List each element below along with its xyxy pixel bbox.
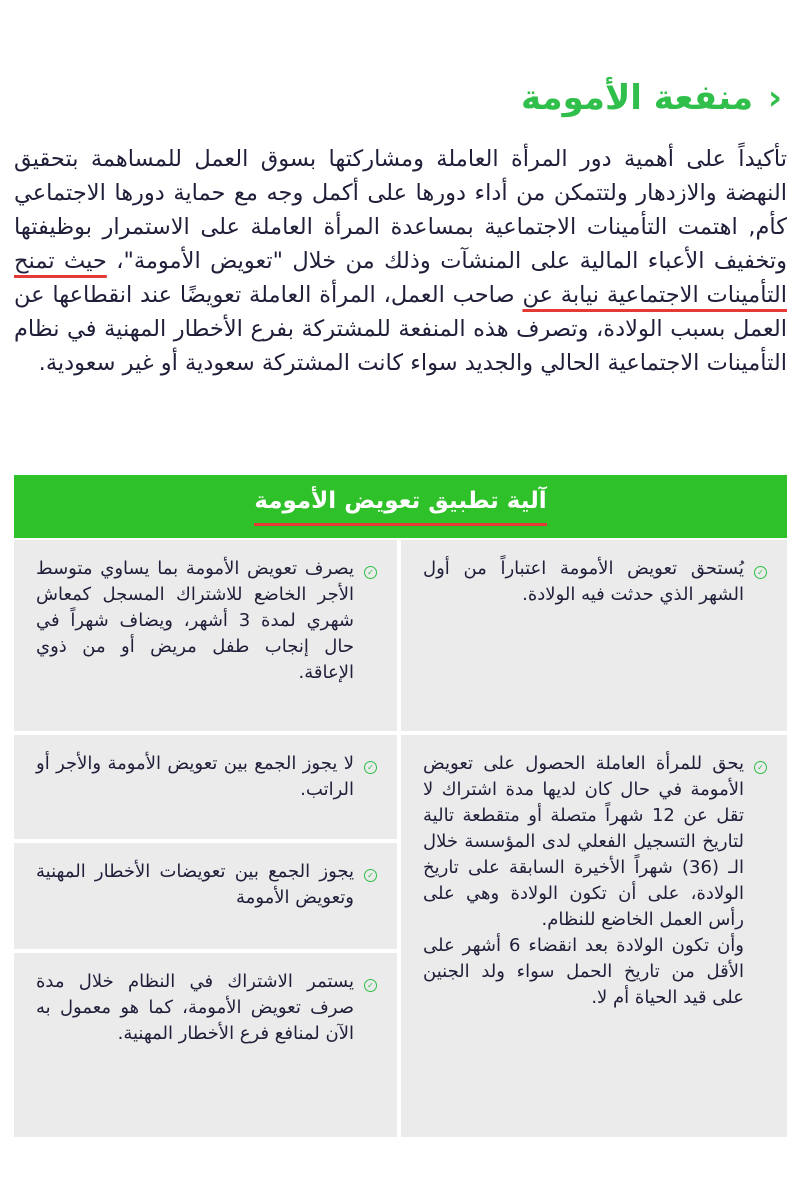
- maternity-mechanism-table: [14, 475, 787, 1137]
- item-text: يستمر الاشتراك في النظام خلال مدة صرف تعويض الأمومة، كما هو معمول به الآن لمنافع فرع الأخطار المهنية.: [36, 971, 354, 1044]
- check-circle-icon: ✓: [364, 869, 377, 882]
- check-circle-icon: ✓: [364, 761, 377, 774]
- item-text: يجوز الجمع بين تعويضات الأخطار المهنية وتعويض الأمومة: [36, 861, 354, 908]
- check-circle-icon: ✓: [364, 566, 377, 579]
- intro-text-before: تأكيداً على أهمية دور المرأة العاملة ومشاركتها بسوق العمل للمساهمة بتحقيق النهضة والازدهار ولتتمكن من أداء دورها على أكمل وجه مع حماية دورها الاجتماعي كأم, اهتمت التأمينات الاجتماعية بمساعدة المرأة العاملة على الاستمرار بوظيفتها وتخفيف الأعباء المالية على المنشآت وذلك من خلال "تعويض الأمومة"،: [14, 146, 788, 274]
- banner-title: آلية تطبيق تعويض الأمومة: [254, 487, 546, 526]
- item-text: [423, 751, 744, 1011]
- check-circle-icon: ✓: [754, 761, 767, 774]
- section-header: [521, 78, 787, 119]
- cell-left-mid-1: [14, 735, 397, 839]
- intro-text-after: صاحب العمل، المرأة العاملة تعويضًا عند انقطاعها عن العمل بسبب الولادة، وتصرف هذه المنفعة للمشتركة بفرع الأخطار المهنية في نظام التأمينات الاجتماعية الحالي والجديد سواء كانت المشتركة سعودية أو غير سعودية.: [14, 282, 787, 376]
- table-banner: [14, 475, 787, 538]
- page-title: منفعة الأمومة: [520, 78, 753, 118]
- check-circle-icon: ✓: [364, 979, 377, 992]
- item-text: لا يجوز الجمع بين تعويض الأمومة والأجر أو الراتب.: [36, 753, 354, 800]
- item-text: يُستحق تعويض الأمومة اعتباراً من أول الشهر الذي حدثت فيه الولادة.: [423, 558, 744, 605]
- eligibility-paragraph-2: وأن تكون الولادة بعد انقضاء 6 أشهر على الأقل من تاريخ الحمل سواء ولد الجنين على قيد الحياة أم لا.: [423, 935, 744, 1008]
- cell-left-top: [14, 540, 397, 731]
- cell-left-mid-2: [14, 843, 397, 949]
- list-item: [36, 969, 377, 1047]
- list-item: [36, 556, 377, 686]
- chevron-icon: ‹: [767, 78, 782, 119]
- check-circle-icon: ✓: [754, 566, 767, 579]
- cell-right-top: [401, 540, 787, 731]
- cell-right-bottom: [401, 735, 787, 1137]
- list-item: [423, 751, 767, 1011]
- list-item: [36, 751, 377, 803]
- list-item: [423, 556, 767, 608]
- eligibility-paragraph: يحق للمرأة العاملة الحصول على تعويض الأمومة في حال كان لديها مدة اشتراك لا تقل عن 12 شهراً متصلة أو متقطعة تالية لتاريخ التسجيل الفعلي لدى المؤسسة خلال الـ (36) شهراً الأخيرة السابقة على تاريخ الولادة، على أن تكون الولادة وهي على رأس العمل الخاضع للنظام.: [423, 753, 744, 930]
- item-text: يصرف تعويض الأمومة بما يساوي متوسط الأجر الخاضع للاشتراك المسجل كمعاش شهري لمدة 3 أشهر، ويضاف شهراً في حال إنجاب طفل مريض أو من ذوي الإعاقة.: [36, 558, 354, 683]
- list-item: [36, 859, 377, 911]
- cell-left-bottom: [14, 953, 397, 1137]
- intro-highlight: حيث تمنح التأمينات الاجتماعية نيابة عن: [14, 248, 787, 308]
- intro-paragraph: [14, 142, 787, 380]
